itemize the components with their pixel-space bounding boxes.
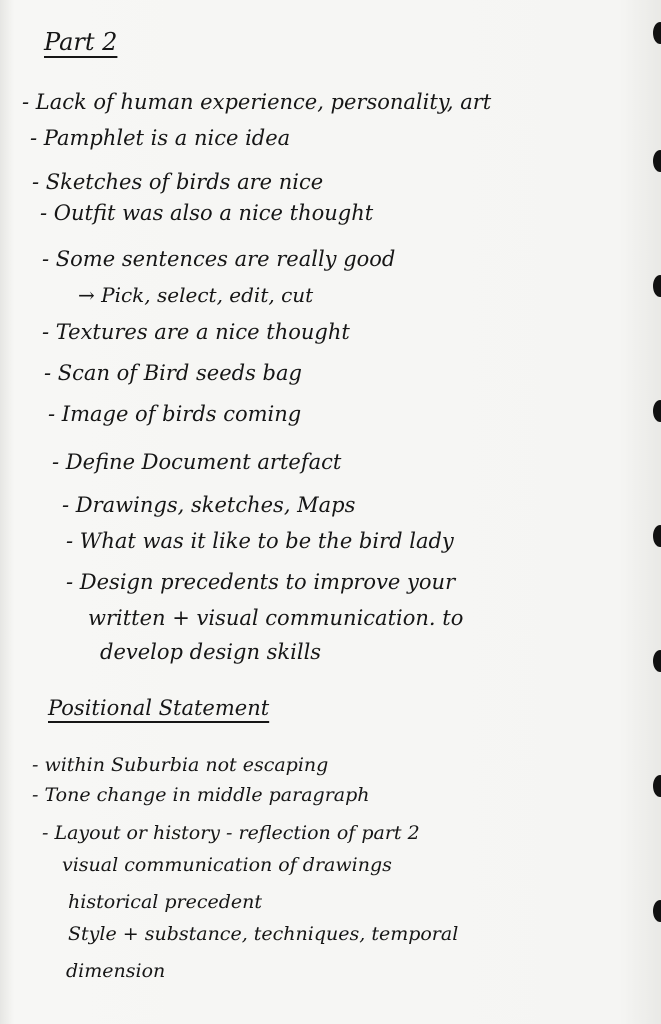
binding-ring [653, 650, 661, 672]
note-line: - within Suburbia not escaping [32, 754, 329, 776]
section-heading-part-2: Part 2 [44, 28, 118, 56]
note-line: - Outfit was also a nice thought [40, 201, 374, 225]
binding-ring [653, 900, 661, 922]
note-line: dimension [66, 960, 166, 982]
note-line: - Define Document artefact [52, 450, 342, 474]
section-heading-positional-statement: Positional Statement [48, 696, 270, 720]
note-line: historical precedent [68, 891, 263, 913]
binding-ring [653, 150, 661, 172]
binding-ring [653, 275, 661, 297]
spiral-binding [651, 0, 661, 1024]
note-line: - Tone change in middle paragraph [32, 784, 370, 806]
note-line: - Some sentences are really good [42, 247, 396, 271]
note-line: - Layout or history - reflection of part 2 [42, 822, 420, 844]
note-line: written + visual communication. to [88, 606, 464, 630]
note-line: - Design precedents to improve your [66, 570, 456, 594]
note-line: - Drawings, sketches, Maps [62, 493, 356, 517]
note-line: → Pick, select, edit, cut [78, 283, 314, 307]
note-line: visual communication of drawings [62, 854, 392, 876]
note-line: develop design skills [100, 640, 322, 664]
note-line: - Scan of Bird seeds bag [44, 361, 302, 385]
binding-ring [653, 775, 661, 797]
binding-ring [653, 525, 661, 547]
note-line: - What was it like to be the bird lady [66, 529, 454, 553]
binding-ring [653, 400, 661, 422]
note-line: - Pamphlet is a nice idea [30, 126, 291, 150]
note-line: - Textures are a nice thought [42, 320, 350, 344]
note-line: - Lack of human experience, personality, art [22, 90, 492, 114]
note-line: Style + substance, techniques, temporal [68, 923, 459, 945]
note-line: - Image of birds coming [48, 402, 302, 426]
binding-ring [653, 22, 661, 44]
note-line: - Sketches of birds are nice [32, 170, 324, 194]
